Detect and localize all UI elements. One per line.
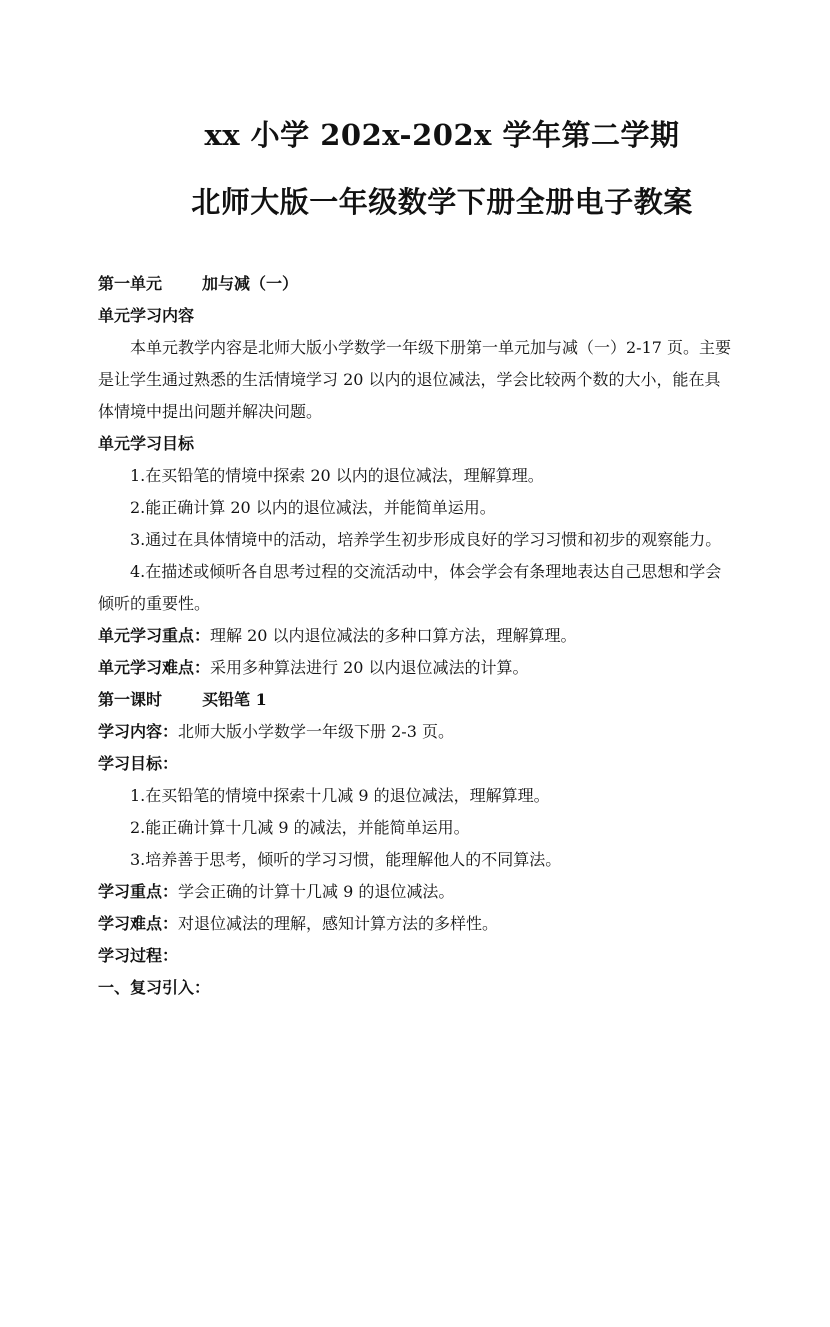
lesson-content-text: 北师大版小学数学一年级下册 2-3 页。: [178, 722, 454, 741]
lesson-goal-item: 2.能正确计算十几减 9 的减法，并能简单运用。: [130, 818, 470, 837]
lesson-step-heading: 一、复习引入：: [98, 978, 211, 997]
unit-content-heading: 单元学习内容: [98, 306, 195, 325]
document-title-line-2: 北师大版一年级数学下册全册电子教案: [191, 185, 693, 219]
watermark: [283, 993, 617, 1327]
unit-heading: [98, 268, 736, 300]
unit-difficulty-label: 单元学习难点：: [98, 658, 211, 677]
lesson-difficulty: [98, 908, 736, 940]
lesson-content-label: 学习内容：: [98, 722, 179, 741]
lesson-goal-item: 3.培养善于思考，倾听的学习习惯，能理解他人的不同算法。: [130, 850, 562, 869]
unit-number: 第一单元: [98, 274, 163, 293]
unit-goal-item: 1.在买铅笔的情境中探索 20 以内的退位减法，理解算理。: [130, 466, 544, 485]
lesson-key-point: [98, 876, 736, 908]
lesson-process-heading: 学习过程：: [98, 946, 179, 965]
unit-goal-item: 2.能正确计算 20 以内的退位减法，并能简单运用。: [130, 498, 496, 517]
lesson-key-label: 学习重点：: [98, 882, 179, 901]
unit-goal-item: 4.在描述或倾听各自思考过程的交流活动中，体会学会有条理地表达自己思想和学会倾听的重要性。: [98, 562, 722, 613]
lesson-heading: [98, 684, 736, 716]
document-title-line-1: xx 小学 202x-202x 学年第二学期: [204, 118, 680, 152]
unit-difficulty: [98, 652, 736, 684]
lesson-key-text: 学会正确的计算十几减 9 的退位减法。: [178, 882, 455, 901]
lesson-name: 买铅笔 1: [202, 690, 267, 709]
unit-name: 加与减（一）: [202, 274, 299, 293]
lesson-goals-heading: 学习目标：: [98, 754, 179, 773]
lesson-number: 第一课时: [98, 690, 163, 709]
lesson-content: [98, 716, 736, 748]
unit-content-paragraph: 本单元教学内容是北师大版小学数学一年级下册第一单元加与减（一）2-17 页。主要是让学生通过熟悉的生活情境学习 20 以内的退位减法，学会比较两个数的大小，能在具体情境中提出问题并解决问题。: [98, 338, 732, 421]
lesson-goal-item: 1.在买铅笔的情境中探索十几减 9 的退位减法，理解算理。: [130, 786, 550, 805]
unit-goals-heading: 单元学习目标: [98, 434, 195, 453]
unit-difficulty-text: 采用多种算法进行 20 以内退位减法的计算。: [210, 658, 529, 677]
lesson-difficulty-text: 对退位减法的理解，感知计算方法的多样性。: [178, 914, 499, 933]
unit-key-text: 理解 20 以内退位减法的多种口算方法，理解算理。: [210, 626, 577, 645]
lesson-difficulty-label: 学习难点：: [98, 914, 179, 933]
unit-key-label: 单元学习重点：: [98, 626, 211, 645]
document-body: [98, 268, 736, 1004]
unit-goal-item: 3.通过在具体情境中的活动，培养学生初步形成良好的学习习惯和初步的观察能力。: [130, 530, 722, 549]
unit-key-point: [98, 620, 736, 652]
